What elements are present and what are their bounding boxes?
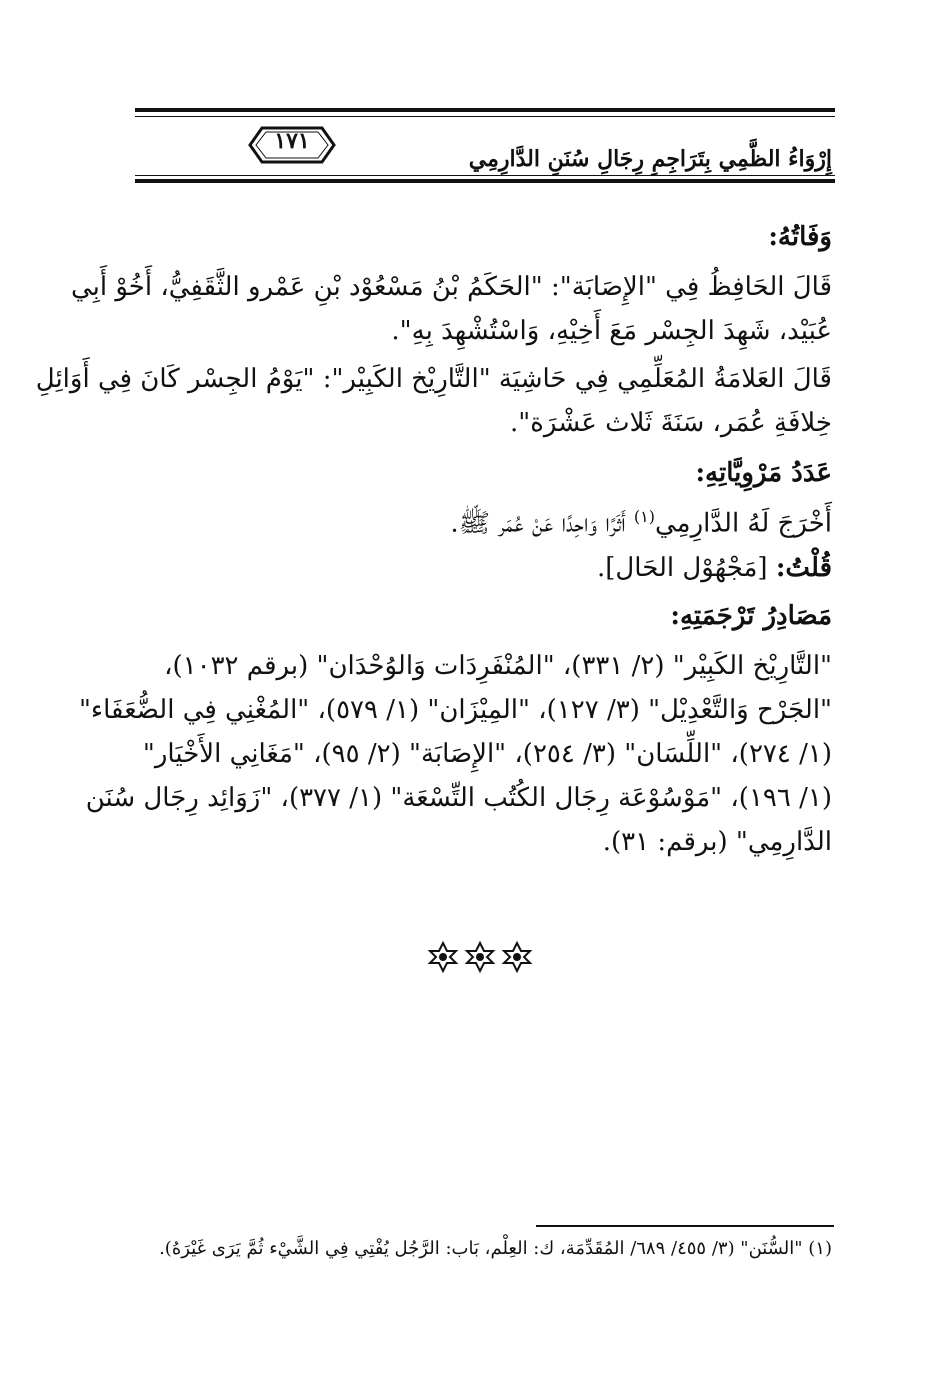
main-text [35, 215, 832, 864]
para1-line2: عُبَيْد، شَهِدَ الجِسْر مَعَ أَخِيْهِ، وَاسْتُشْهِدَ بِهِ". [391, 316, 832, 346]
qult-label: قُلْتُ: [775, 552, 832, 583]
heading-masadir: مَصَادِرُ تَرْجَمَتِهِ: [670, 600, 832, 631]
para3-line [130, 495, 832, 546]
header-top-rule-thin [135, 116, 835, 117]
para1-line1: قَالَ الحَافِظُ فِي "الإِصَابَة": "الحَكَمُ بْنُ مَسْعُوْد بْنِ عَمْرو الثَّقَفِيُّ، أَخُوْ أَبِي [70, 272, 832, 302]
header-bottom-rule-thin [135, 175, 835, 176]
header-bottom-rule-thick [135, 179, 835, 183]
sources-line4: (١/ ١٩٦)، "مَوْسُوْعَة رِجَال الكُتُب التِّسْعَة" (١/ ٣٧٧)، "زَوَائِد رِجَال سُنَن [85, 782, 832, 813]
sources-line5: الدَّارِمِي" (برقم: ٣١). [602, 826, 832, 857]
footnote-text: (١) "السُّنَن" (٣/ ٤٥٥/ ٦٨٩/ المُقَدِّمَة، ك: العِلْم، بَاب: الرَّجُل يُفْتِي فِي الشَّيْء ثُمَّ يَرَى غَيْرَهُ). [159, 1238, 832, 1259]
heading-marwiyat: عَدَدُ مَرْوِيَّاتِهِ: [695, 458, 832, 488]
sources-line2: "الجَرْح وَالتَّعْدِيْل" (٣/ ١٢٧)، "المِيْزَان" (١/ ٥٧٩)، "المُغْنِي فِي الضُّعَفَاء" [78, 694, 832, 725]
running-header-title: إِرْوَاءُ الظَّمِي بِتَرَاجِمِ رِجَالِ سُنَنِ الدَّارِمِي [468, 146, 832, 172]
para2-line2: خِلافَةِ عُمَر، سَنَةَ ثَلاث عَشْرَة". [510, 408, 832, 438]
footnote-rule [536, 1225, 834, 1227]
page-number: ١٧١ [274, 128, 310, 154]
header-top-rule-thick [135, 108, 835, 112]
para3-text2: أَثَرًا وَاحِدًا عَنْ عُمَر ﷺ. [450, 508, 634, 539]
sources-line3: (١/ ٢٧٤)، "اللِّسَان" (٣/ ٢٥٤)، "الإِصَابَة" (٢/ ٩٥)، "مَغَانِي الأَخْيَار" [142, 738, 832, 769]
para3-text: أَخْرَجَ لَهُ الدَّارِمِي [655, 508, 832, 539]
para2-line1: قَالَ العَلامَةُ المُعَلِّمِي فِي حَاشِيَة "التَّارِيْخ الكَبِيْر": "يَوْمُ الجِسْر كَانَ فِي أَوَائِلِ [35, 364, 832, 394]
section-end-stars-icon [425, 940, 535, 974]
qult-line [130, 546, 832, 590]
sources-line1: "التَّارِيْخ الكَبِيْر" (٢/ ٣٣١)، "المُنْفَرِدَات وَالوُحْدَان" (برقم ١٠٣٢)، [164, 650, 832, 681]
qult-text: [مَجْهُوْل الحَال]. [596, 552, 776, 583]
footnote-ref[interactable]: (١) [633, 507, 655, 526]
heading-wafat: وَفَاتُهُ: [768, 222, 832, 252]
